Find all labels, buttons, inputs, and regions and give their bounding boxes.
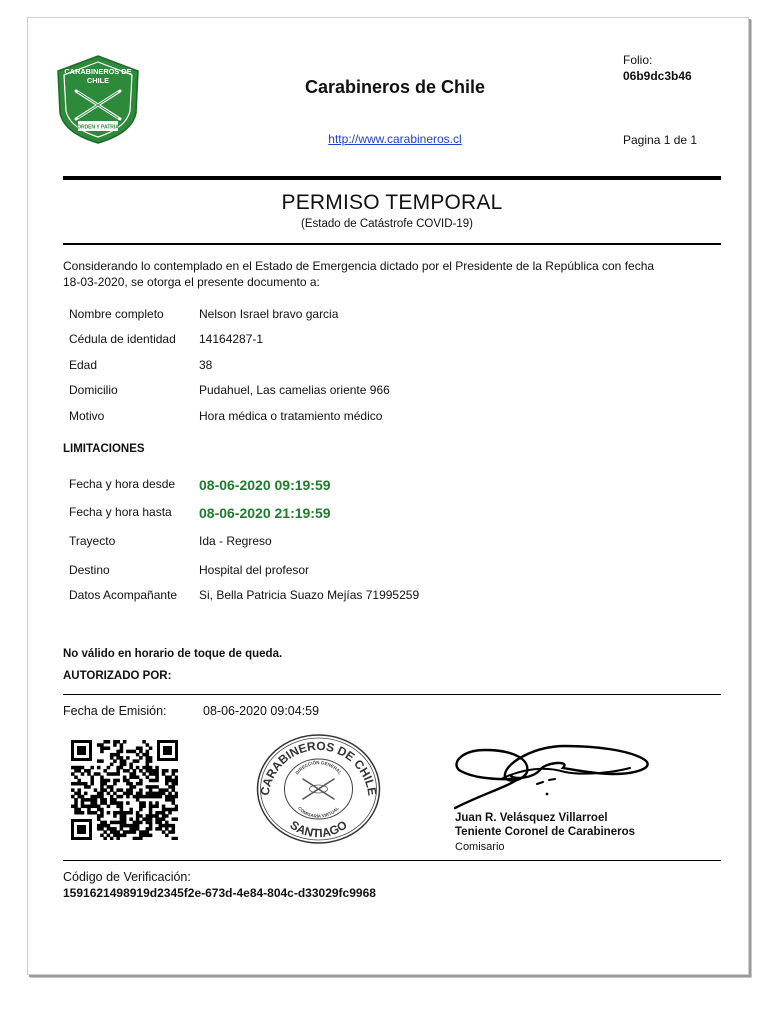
folio-label: Folio:: [623, 53, 653, 67]
verification-code: 1591621498919d2345f2e-673d-4e84-804c-d33029fc9968: [63, 886, 376, 900]
official-stamp-icon: [255, 733, 382, 845]
page-info: Pagina 1 de 1: [623, 133, 698, 147]
authorized-divider: [63, 694, 721, 695]
limit-value-acompanante: Si, Bella Patricia Suazo Mejías 71995259: [199, 588, 420, 602]
stamp-bottom-text: [287, 818, 349, 841]
limit-label-destino: Destino: [69, 563, 110, 577]
signature-image: [445, 738, 660, 810]
person-value-cedula: 14164287-1: [199, 332, 264, 346]
carabineros-logo-icon: [52, 53, 144, 145]
emission-label: Fecha de Emisión:: [63, 704, 167, 718]
intro-line-2: 18-03-2020, se otorga el presente documento a:: [63, 275, 320, 289]
signer-rank: Teniente Coronel de Carabineros: [455, 826, 635, 838]
emission-value: 08-06-2020 09:04:59: [203, 704, 320, 718]
intro-paragraph: [63, 258, 723, 290]
person-value-domicilio: Pudahuel, Las camelias oriente 966: [199, 383, 390, 397]
document-title: PERMISO TEMPORAL: [281, 191, 503, 214]
limitations-heading: LIMITACIONES: [63, 443, 145, 455]
organization-title: Carabineros de Chile: [304, 77, 486, 97]
signer-name: Juan R. Velásquez Villarroel: [455, 812, 608, 824]
limit-label-hasta: Fecha y hora hasta: [69, 505, 172, 519]
stamp-inner-bottom-text: [297, 806, 340, 819]
signer-role: Comisario: [455, 841, 505, 853]
person-label-cedula: Cédula de identidad: [69, 332, 176, 346]
verification-label: Código de Verificación:: [63, 870, 191, 884]
stamp-ring-top: CARABINEROS DE CHILE: [257, 738, 380, 797]
stamp-inner-top-text: [294, 758, 342, 775]
limit-label-desde: Fecha y hora desde: [69, 477, 176, 491]
limit-value-hasta: 08-06-2020 21:19:59: [199, 505, 331, 521]
curfew-notice: No válido en horario de toque de queda.: [63, 648, 283, 660]
qr-code-icon: [71, 740, 178, 840]
limit-label-acompanante: Datos Acompañante: [69, 588, 178, 602]
stamp-bottom: SANTIAGO: [287, 817, 350, 841]
logo-motto: ORDEN Y PATRIA: [77, 124, 119, 131]
person-value-motivo: Hora médica o tratamiento médico: [199, 409, 383, 423]
limit-value-trayecto: Ida - Regreso: [199, 534, 272, 548]
limit-label-trayecto: Trayecto: [69, 534, 116, 548]
footer-divider: [63, 860, 721, 861]
person-label-edad: Edad: [69, 358, 98, 372]
header-divider: [63, 176, 721, 180]
limit-value-desde: 08-06-2020 09:19:59: [199, 477, 331, 493]
title-divider: [63, 243, 721, 245]
limit-value-destino: Hospital del profesor: [199, 563, 310, 577]
logo-text-line2: CHILE: [86, 76, 110, 85]
document-subtitle: (Estado de Catástrofe COVID-19): [301, 218, 473, 230]
person-label-domicilio: Domicilio: [69, 383, 118, 397]
logo-text-line1: CARABINEROS DE: [64, 67, 132, 76]
stamp-ring-text: [258, 739, 380, 797]
person-label-motivo: Motivo: [69, 409, 105, 423]
person-value-edad: 38: [199, 358, 213, 372]
authorized-by-heading: AUTORIZADO POR:: [63, 670, 172, 682]
folio-value: 06b9dc3b46: [623, 69, 692, 83]
person-label-nombre: Nombre completo: [69, 307, 164, 321]
stamp-inner-bottom: COMISARÍA VIRTUAL: [297, 805, 340, 819]
person-value-nombre: Nelson Israel bravo garcia: [199, 307, 339, 321]
intro-line-1: Considerando lo contemplado en el Estado de Emergencia dictado por el Presidente de la República con fecha: [63, 259, 655, 273]
stamp-inner-top: DIRECCIÓN GENERAL: [294, 760, 343, 776]
website-link[interactable]: http://www.carabineros.cl: [328, 132, 462, 146]
